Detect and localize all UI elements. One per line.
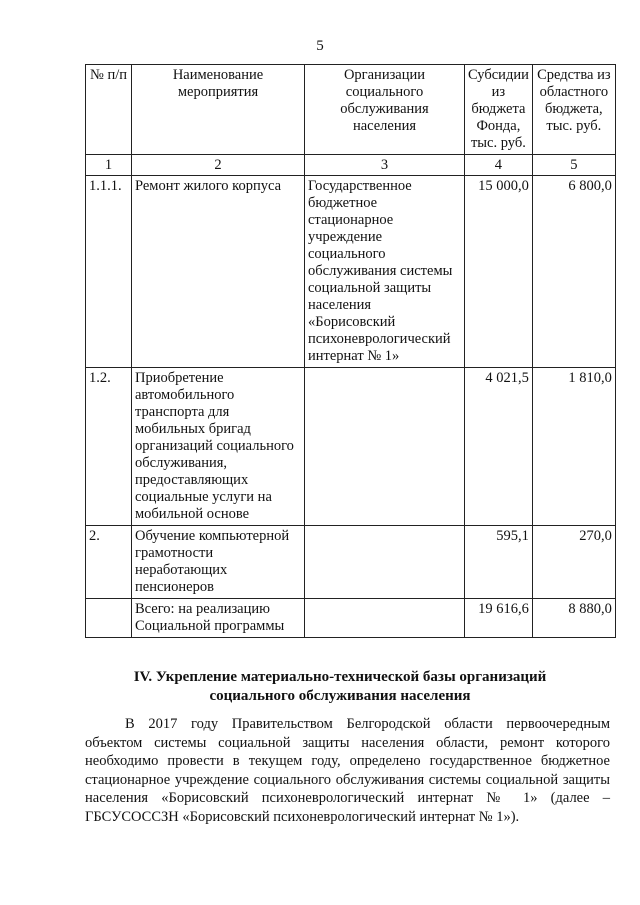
column-index: 2 [132, 155, 305, 176]
column-index-row [86, 155, 616, 176]
header-organization: Организации социального обслуживания населения [305, 65, 465, 155]
page-number: 5 [316, 38, 324, 54]
column-index: 1 [86, 155, 132, 176]
section-title: IV. Укрепление материально-технической базы организаций социального обслуживания населения [133, 669, 547, 704]
row-regional-budget: 1 810,0 [532, 368, 615, 526]
table-row [86, 368, 616, 526]
header-number: № п/п [86, 65, 132, 155]
row-regional-budget: 8 880,0 [532, 599, 615, 638]
row-number: 2. [86, 526, 132, 599]
column-index: 5 [532, 155, 615, 176]
row-fund-subsidy: 15 000,0 [465, 176, 533, 368]
row-fund-subsidy: 19 616,6 [465, 599, 533, 638]
header-name: Наименование мероприятия [132, 65, 305, 155]
row-organization [305, 599, 465, 638]
column-index: 3 [305, 155, 465, 176]
row-name: Всего: на реализацию Социальной программы [132, 599, 305, 638]
row-number [86, 599, 132, 638]
row-regional-budget: 6 800,0 [532, 176, 615, 368]
row-fund-subsidy: 595,1 [465, 526, 533, 599]
row-organization: Государственное бюджетное стационарное учреждение социального обслуживания системы социальной защиты населения «Борисовский психоневрологический интернат № 1» [305, 176, 465, 368]
row-name: Приобретение автомобильного транспорта для мобильных бригад организаций социального обслуживания, предоставляющих социальные услуги на мобильной основе [132, 368, 305, 526]
header-regional-budget: Средства из областного бюджета, тыс. руб. [532, 65, 615, 155]
table-total-row [86, 599, 616, 638]
row-fund-subsidy: 4 021,5 [465, 368, 533, 526]
table-row [86, 526, 616, 599]
column-index: 4 [465, 155, 533, 176]
table-row [86, 176, 616, 368]
row-regional-budget: 270,0 [532, 526, 615, 599]
row-name: Обучение компьютерной грамотности неработающих пенсионеров [132, 526, 305, 599]
row-organization [305, 526, 465, 599]
row-name: Ремонт жилого корпуса [132, 176, 305, 368]
table-header-row [86, 65, 616, 155]
row-organization [305, 368, 465, 526]
row-number: 1.2. [86, 368, 132, 526]
body-paragraph: В 2017 году Правительством Белгородской области первоочередным объектом системы социальной защиты населения области, ремонт которого необходимо провести в текущем году, определено государственное бюджетное стационарное учреждение социального обслуживания системы социальной защиты населения «Борисовский психоневрологический интернат № 1» (далее – ГБСУСОССЗН «Борисовский психоневрологический интернат № 1»). [85, 716, 610, 825]
program-table [85, 64, 616, 638]
header-fund-subsidy: Субсидии из бюджета Фонда, тыс. руб. [465, 65, 533, 155]
row-number: 1.1.1. [86, 176, 132, 368]
